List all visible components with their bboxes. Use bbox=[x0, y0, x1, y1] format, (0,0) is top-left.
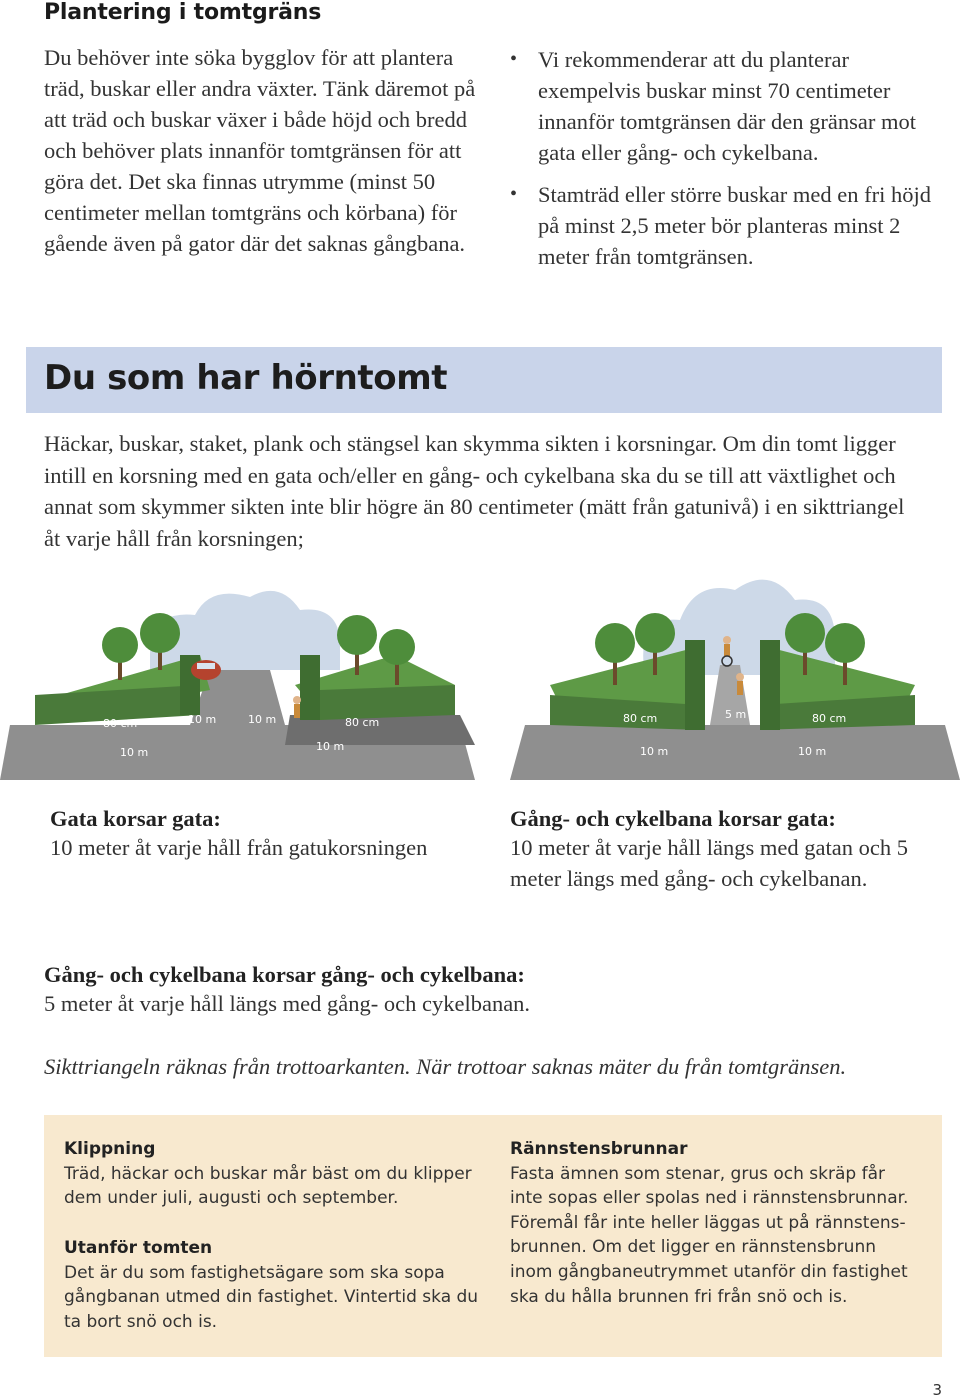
info-text: Träd, häckar och buskar mår bäst om du klipper dem under juli, augusti och september. bbox=[64, 1163, 472, 1209]
caption-path-path bbox=[44, 962, 924, 1019]
caption-title: Gata korsar gata: bbox=[50, 806, 221, 831]
info-box bbox=[44, 1115, 942, 1357]
info-heading: Klippning bbox=[64, 1139, 156, 1159]
pedestrian-icon bbox=[293, 696, 301, 718]
label-hedge-height: 80 cm bbox=[345, 716, 380, 729]
bullet-item: • Vi rekommenderar att du planterar exempelvis buskar minst 70 centimeter innanför tomtgränsen där den gränsar mot gata eller gång- och cykelbana. bbox=[508, 44, 938, 168]
label-road-distance: 10 m bbox=[120, 746, 149, 759]
label-path-distance: 5 m bbox=[725, 708, 747, 721]
caption-text: 5 meter åt varje håll längs med gång- och cykelbanan. bbox=[44, 991, 531, 1016]
label-road-distance: 10 m bbox=[316, 740, 345, 753]
hedge-right-side bbox=[300, 655, 320, 720]
caption-text: 10 meter åt varje håll från gatukorsningen bbox=[50, 835, 428, 860]
label-hedge-height: 80 cm bbox=[623, 712, 658, 725]
illustration-path-crossing bbox=[505, 565, 960, 785]
label-distance: 10 m bbox=[248, 713, 277, 726]
label-hedge-height: 80 cm bbox=[103, 717, 138, 730]
hedge-right bbox=[320, 685, 455, 720]
caption-title: Gång- och cykelbana korsar gata: bbox=[510, 806, 836, 831]
caption-street bbox=[50, 806, 490, 863]
info-pruning bbox=[64, 1137, 484, 1211]
section-title-planting: Plantering i tomtgräns bbox=[44, 0, 322, 25]
info-heading: Utanför tomten bbox=[64, 1238, 213, 1258]
caption-text: 10 meter åt varje håll längs med gatan och 5 meter längs med gång- och cykelbanan. bbox=[510, 835, 908, 891]
pedestrian-icon bbox=[736, 673, 744, 695]
hedge-left-side bbox=[685, 640, 705, 730]
info-outside bbox=[64, 1236, 484, 1334]
bullet-item: • Stamträd eller större buskar med en fri höjd på minst 2,5 meter bör planteras minst 2 meter från tomtgränsen. bbox=[508, 179, 938, 272]
label-distance: 10 m bbox=[188, 713, 217, 726]
illustration-street-crossing bbox=[0, 575, 475, 785]
road-surface bbox=[510, 725, 960, 780]
info-text: Fasta ämnen som stenar, grus och skräp får inte sopas eller spolas ned i rännstensbrunnar. Föremål får inte heller läggas ut på rännstensbrunnen. Om det ligger en rännstensbrunn inom gångbaneutrymmet utanför din fastighet ska du hålla brunnen fri från snö och is. bbox=[510, 1163, 909, 1307]
hedge-right-side bbox=[760, 640, 780, 730]
planting-bullets bbox=[508, 44, 938, 283]
info-text: Det är du som fastighetsägare som ska sopa gångbanan utmed din fastighet. Vintertid ska du ta bort snö och is. bbox=[64, 1262, 479, 1332]
info-drains bbox=[510, 1137, 922, 1309]
caption-path-street bbox=[510, 806, 950, 894]
section-title-corner: Du som har hörntomt bbox=[44, 358, 448, 398]
label-hedge-height: 80 cm bbox=[812, 712, 847, 725]
label-road-distance: 10 m bbox=[798, 745, 827, 758]
caption-title: Gång- och cykelbana korsar gång- och cykelbana: bbox=[44, 962, 525, 987]
corner-text: Häckar, buskar, staket, plank och stängsel kan skymma sikten i korsningar. Om din tomt ligger intill en korsning med en gata och/eller en gång- och cykelbana ska du se till att växtlighet och annat som skymmer sikten inte blir högre än 80 centimeter (mätt från gatunivå) i en sikttriangel åt varje håll från korsningen; bbox=[44, 431, 905, 551]
label-road-distance: 10 m bbox=[640, 745, 669, 758]
car-icon bbox=[191, 660, 221, 680]
page-number: 3 bbox=[932, 1381, 942, 1399]
planting-intro: Du behöver inte söka bygglov för att plantera träd, buskar eller andra växter. Tänk däremot på att träd och buskar växer i både höjd och bredd och behöver plats innanför tomtgränsen för att göra det. Det ska finnas utrymme (minst 50 centimeter mellan tomtgräns och körbana) för gående även på gator där det saknas gångbana. bbox=[44, 45, 476, 256]
tree-icon bbox=[102, 627, 138, 680]
info-heading: Rännstensbrunnar bbox=[510, 1139, 688, 1159]
sight-triangle-note: Sikttriangeln räknas från trottoarkanten. När trottoar saknas mäter du från tomtgränsen. bbox=[44, 1054, 847, 1079]
